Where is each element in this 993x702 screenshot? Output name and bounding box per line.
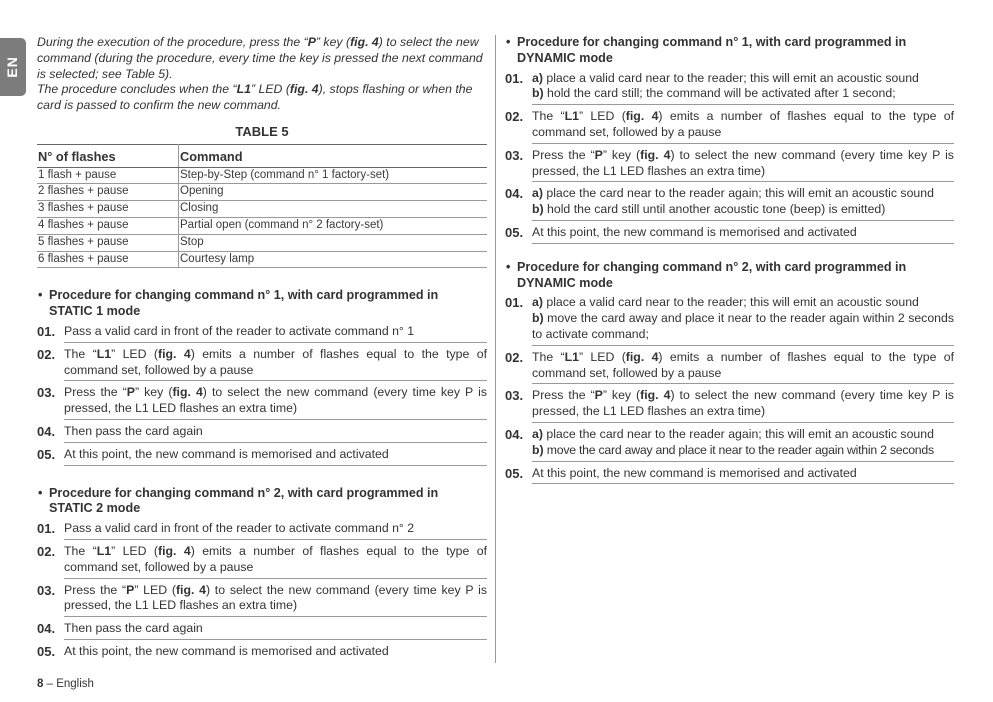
step-text (532, 388, 954, 423)
step-number: 04. (37, 423, 56, 439)
title-line: STATIC 1 mode (49, 304, 141, 319)
procedure-title (37, 288, 487, 320)
step-number: 01. (505, 295, 524, 311)
footer-separator: – (43, 678, 57, 690)
text-run: ” LED ( (134, 582, 176, 597)
figure-ref: fig. 4 (640, 147, 671, 162)
step-03 (505, 148, 954, 183)
key-ref: P (594, 388, 603, 403)
sub-label: a) (532, 295, 543, 310)
led-ref: L1 (236, 82, 251, 97)
step-02 (505, 109, 954, 144)
figure-ref: fig. 4 (625, 349, 659, 364)
step-number: 04. (505, 186, 524, 202)
table-cell: Stop (179, 234, 488, 251)
step-03 (505, 388, 954, 423)
procedure-title (505, 35, 954, 67)
text-run: ) to select the new command (every time key P is pressed, the L1 LED flashes an extra time) (532, 147, 954, 178)
step-number: 05. (37, 446, 56, 462)
intro-paragraph-2 (37, 82, 487, 114)
table-header-row (37, 144, 487, 167)
step-number: 02. (37, 543, 56, 559)
text-run: The procedure concludes when the “ (37, 82, 237, 97)
text-run: ” key ( (602, 147, 641, 162)
text-run: ) emits a number of flashes equal to the type of command set, followed by a pause (64, 346, 487, 377)
sub-label: b) (532, 86, 544, 101)
table-row (37, 234, 487, 251)
text-run: hold the card still until another acoustic tone (beep) is emitted) (543, 202, 886, 217)
intro-text (37, 35, 487, 114)
procedure-static-2 (37, 486, 487, 662)
text-run: ) emits a number of flashes equal to the type of command set, followed by a pause (64, 543, 487, 574)
step-text (532, 71, 954, 106)
step-number: 01. (505, 70, 524, 86)
step-text (532, 148, 954, 183)
page-number: 8 (37, 678, 44, 690)
figure-ref: fig. 4 (625, 109, 659, 124)
bullet: • (506, 35, 511, 49)
text-run: The “ (532, 109, 565, 124)
procedure-dynamic-2 (505, 260, 954, 485)
text-run: move the card away and place it near to the reader again within 2 seconds (543, 442, 934, 457)
step-text (532, 427, 954, 462)
step-text (64, 385, 487, 420)
key-ref: P (126, 385, 135, 400)
step-text (64, 583, 487, 618)
step-05 (37, 644, 487, 662)
step-text: At this point, the new command is memorised and activated (64, 643, 389, 658)
text-run: place a valid card near to the reader; this will emit an acoustic sound (542, 295, 919, 310)
table-cell: 4 flashes + pause (37, 217, 179, 234)
table-row (37, 251, 487, 268)
step-text: At this point, the new command is memorised and activated (64, 447, 487, 466)
table-header-command: Command (179, 144, 488, 167)
text-run: During the execution of the procedure, press the “ (37, 35, 308, 49)
step-number: 03. (37, 385, 56, 401)
key-ref: P (594, 147, 603, 162)
key-ref: P (307, 35, 316, 49)
led-ref: L1 (96, 346, 112, 361)
step-number: 02. (37, 346, 56, 362)
step-number: 05. (505, 224, 524, 240)
title-line: STATIC 2 mode (49, 501, 141, 516)
text-run: Press the “ (64, 385, 127, 400)
flashes-table (37, 144, 487, 269)
table-row (37, 184, 487, 201)
table-cell: 3 flashes + pause (37, 201, 179, 218)
step-text: Then pass the card again (64, 424, 487, 443)
step-number: 01. (37, 521, 56, 537)
sub-label: b) (532, 311, 544, 326)
text-run: ), stops flashing or when the card is passed to confirm the new command. (37, 82, 473, 113)
bullet: • (38, 485, 43, 500)
step-01 (37, 324, 487, 343)
table-cell: 2 flashes + pause (37, 184, 179, 201)
sub-label: b) (532, 202, 544, 217)
text-run: ) to select the new command (during the procedure, every time the key is pressed the next command is selected; see Table 5). (37, 35, 483, 81)
step-04 (37, 621, 487, 640)
table-cell: Closing (179, 201, 488, 218)
step-text (64, 544, 487, 579)
step-05 (505, 225, 954, 244)
table-cell: 1 flash + pause (37, 167, 179, 184)
step-04 (505, 186, 954, 221)
figure-ref: fig. 4 (158, 346, 191, 361)
procedure-dynamic-1 (505, 35, 954, 244)
table-cell: Partial open (command n° 2 factory-set) (179, 217, 488, 234)
text-run: The “ (64, 346, 97, 361)
sub-label: a) (532, 426, 543, 441)
step-text (532, 350, 954, 385)
step-05 (505, 466, 954, 485)
title-line: Procedure for changing command n° 2, with card programmed in (517, 259, 907, 274)
figure-ref: fig. 4 (350, 35, 379, 49)
table-cell: 6 flashes + pause (37, 251, 179, 268)
text-run: ” LED ( (579, 109, 626, 124)
figure-ref: fig. 4 (175, 582, 206, 597)
step-02 (505, 350, 954, 385)
step-03 (37, 385, 487, 420)
text-run: ” key ( (134, 385, 173, 400)
text-run: ) to select the new command (every time key P is pressed, the L1 LED flashes an extra time) (64, 582, 487, 613)
step-number: 02. (505, 349, 524, 365)
table-cell: Opening (179, 184, 488, 201)
led-ref: L1 (564, 349, 579, 364)
text-run: Press the “ (64, 582, 127, 597)
right-column (505, 35, 954, 484)
step-number: 03. (505, 147, 524, 163)
step-05 (37, 447, 487, 466)
text-run: place the card near to the reader again; this will emit an acoustic sound (542, 186, 934, 201)
text-run: hold the card still; the command will be activated after 1 second; (543, 86, 896, 101)
text-run: ) emits a number of flashes equal to the type of command set, followed by a pause (532, 109, 954, 139)
led-ref: L1 (96, 543, 112, 558)
text-run: ” key ( (602, 388, 641, 403)
page-footer (37, 677, 94, 693)
step-number: 05. (37, 643, 56, 659)
step-04 (37, 424, 487, 443)
step-number: 04. (505, 426, 524, 442)
title-line: Procedure for changing command n° 1, with card programmed in (517, 35, 907, 49)
column-divider (495, 35, 496, 663)
text-run: ) emits a number of flashes equal to the type of command set, followed by a pause (532, 349, 954, 380)
bullet: • (38, 288, 43, 303)
table-cell: Step-by-Step (command n° 1 factory-set) (179, 167, 488, 184)
step-text (64, 347, 487, 382)
table-cell: 5 flashes + pause (37, 234, 179, 251)
title-line: Procedure for changing command n° 1, with card programmed in (49, 288, 439, 303)
table-row (37, 201, 487, 218)
language-tab-label: EN (4, 56, 21, 78)
procedure-static-1 (37, 288, 487, 465)
text-run: The “ (64, 543, 97, 558)
figure-ref: fig. 4 (289, 82, 319, 97)
step-number: 02. (505, 109, 524, 125)
procedure-title (37, 486, 487, 518)
step-text: Pass a valid card in front of the reader to activate command n° 2 (64, 521, 487, 540)
step-text: At this point, the new command is memorised and activated (532, 225, 954, 244)
title-line: Procedure for changing command n° 2, with card programmed in (49, 485, 439, 500)
text-run: place a valid card near to the reader; this will emit an acoustic sound (542, 70, 919, 85)
text-run: place the card near to the reader again; this will emit an acoustic sound (542, 426, 934, 441)
text-run: Press the “ (532, 147, 595, 162)
table-header-flashes: N° of flashes (37, 144, 179, 167)
table-row (37, 167, 487, 184)
step-number: 04. (37, 621, 56, 637)
text-run: ) to select the new command (every time key P is pressed, the L1 LED flashes an extra time) (64, 385, 487, 416)
bullet: • (506, 259, 511, 274)
led-ref: L1 (564, 109, 579, 124)
text-run: ” LED ( (579, 349, 626, 364)
step-02 (37, 347, 487, 382)
language-tab (0, 38, 26, 96)
text-run: ” LED ( (250, 82, 290, 97)
table-title: TABLE 5 (235, 123, 289, 139)
step-text: Then pass the card again (64, 621, 487, 640)
text-run: The “ (532, 349, 565, 364)
figure-ref: fig. 4 (172, 385, 203, 400)
step-number: 05. (505, 465, 524, 481)
step-text (532, 109, 954, 144)
footer-language: English (56, 678, 94, 690)
intro-paragraph-1 (37, 35, 487, 82)
step-number: 03. (37, 582, 56, 598)
table-cell: Courtesy lamp (179, 251, 488, 268)
step-03 (37, 583, 487, 618)
step-number: 01. (37, 323, 56, 339)
text-run: ” LED ( (111, 346, 158, 361)
text-run: ” key ( (315, 35, 351, 49)
text-run: Press the “ (532, 388, 595, 403)
sub-label: a) (532, 186, 543, 201)
key-ref: P (126, 582, 135, 597)
step-01 (37, 521, 487, 540)
step-text (532, 186, 954, 221)
step-02 (37, 544, 487, 579)
step-04 (505, 427, 954, 462)
step-01 (505, 71, 954, 106)
figure-ref: fig. 4 (640, 388, 671, 403)
table-row (37, 217, 487, 234)
title-line: DYNAMIC mode (517, 50, 613, 65)
sub-label: b) (532, 442, 544, 457)
title-line: DYNAMIC mode (517, 275, 613, 290)
figure-ref: fig. 4 (158, 543, 191, 558)
step-text (532, 295, 954, 345)
text-run: ” LED ( (111, 543, 158, 558)
text-run: ) to select the new command (every time key P is pressed, the L1 LED flashes an extra time) (532, 388, 954, 419)
step-number: 03. (505, 388, 524, 404)
text-run: move the card away and place it near to the reader again within 2 seconds to activate command; (532, 311, 954, 341)
left-column (37, 35, 487, 662)
step-text: At this point, the new command is memorised and activated (532, 466, 954, 485)
procedure-title (505, 260, 954, 292)
step-text: Pass a valid card in front of the reader to activate command n° 1 (64, 324, 487, 343)
step-01 (505, 295, 954, 345)
sub-label: a) (532, 70, 543, 85)
